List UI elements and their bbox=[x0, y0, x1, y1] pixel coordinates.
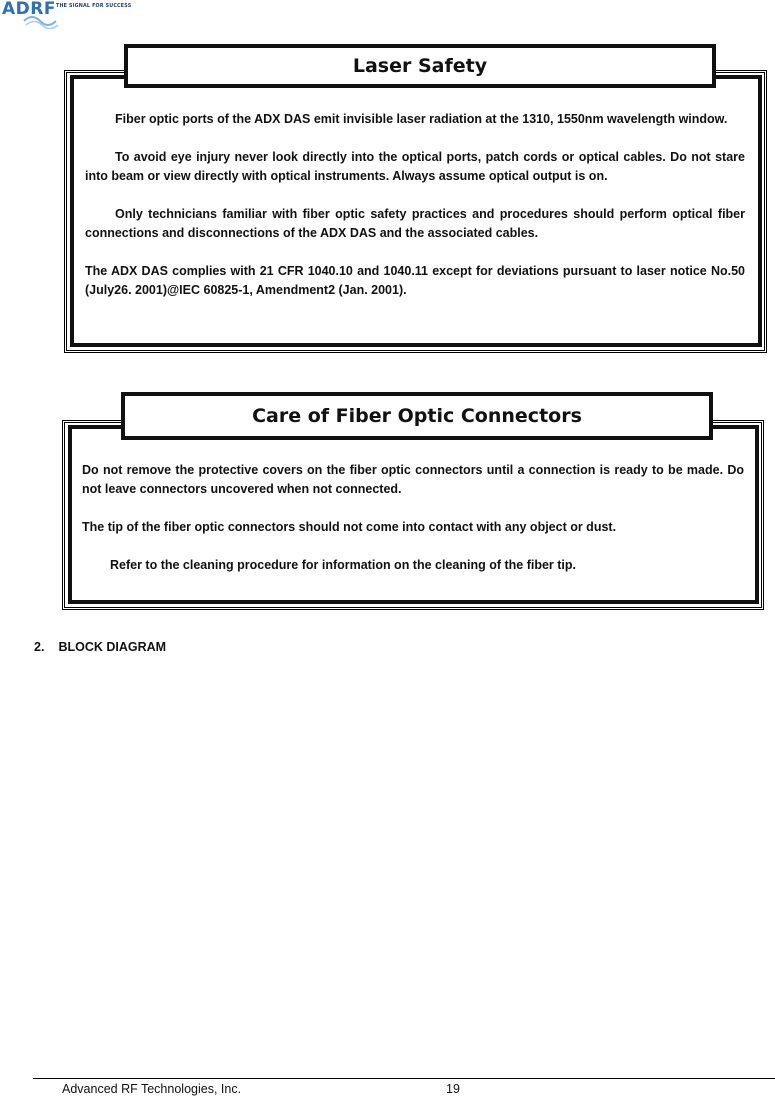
fiber-care-paragraph: Do not remove the protective covers on the fiber optic connectors until a connection is ready to be made. Do not leave connectors uncovered when not connected. bbox=[82, 463, 744, 496]
fiber-care-paragraph: Refer to the cleaning procedure for information on the cleaning of the fiber tip. bbox=[110, 558, 577, 572]
fiber-care-paragraph: The tip of the fiber optic connectors should not come into contact with any object or dust. bbox=[82, 520, 617, 534]
laser-safety-title bbox=[124, 44, 716, 88]
company-logo bbox=[0, 0, 140, 30]
laser-safety-paragraph: Only technicians familiar with fiber optic safety practices and procedures should perform optical fiber connections and disconnections of the ADX DAS and the associated cables. bbox=[85, 207, 745, 240]
logo-text: ADRF bbox=[2, 0, 56, 19]
laser-safety-body bbox=[85, 110, 745, 300]
fiber-care-title-text: Care of Fiber Optic Connectors bbox=[252, 405, 582, 427]
section-number: 2. bbox=[34, 640, 45, 654]
fiber-care-body bbox=[82, 461, 744, 575]
footer-company: Advanced RF Technologies, Inc. bbox=[62, 1082, 242, 1096]
section-heading bbox=[34, 640, 166, 654]
laser-safety-paragraph: The ADX DAS complies with 21 CFR 1040.10 and 1040.11 except for deviations pursuant to laser notice No.50 (July26. 2001)@IEC 60825-1, Amendment2 (Jan. 2001). bbox=[85, 264, 745, 297]
footer-page-number: 19 bbox=[446, 1082, 460, 1096]
section-title: BLOCK DIAGRAM bbox=[58, 640, 167, 654]
logo-tagline: THE SIGNAL FOR SUCCESS bbox=[56, 4, 132, 9]
signal-wave-icon bbox=[22, 13, 62, 29]
footer-divider bbox=[33, 1078, 775, 1079]
laser-safety-title-text: Laser Safety bbox=[352, 55, 488, 77]
laser-safety-paragraph: Fiber optic ports of the ADX DAS emit invisible laser radiation at the 1310, 1550nm wavelength window. bbox=[115, 112, 728, 126]
fiber-care-title bbox=[121, 392, 713, 440]
laser-safety-paragraph: To avoid eye injury never look directly into the optical ports, patch cords or optical cables. Do not stare into beam or view directly with optical instruments. Always assume optical output is on. bbox=[85, 150, 745, 183]
